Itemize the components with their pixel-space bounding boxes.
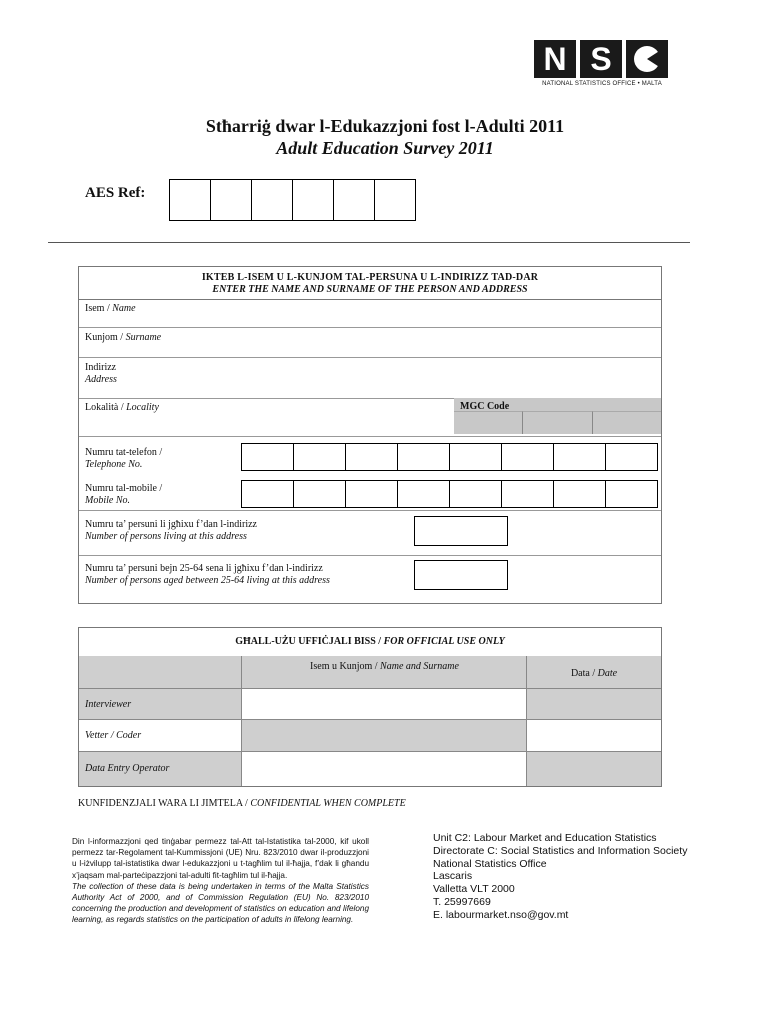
mgc-code-box [454,398,661,434]
mobile-digit[interactable] [450,481,502,507]
section1-heading [79,267,661,300]
contact-email[interactable]: E. labourmarket.nso@gov.mt [433,908,569,921]
mobile-label: Numru tal-mobile / Mobile No. [85,483,163,506]
contact-line: Directorate C: Social Statistics and Information Society [433,844,688,857]
telephone-digit[interactable] [554,444,606,470]
persons-age-label: Numru ta’ persuni bejn 25-64 sena li jgħixu f’dan l-indirizz Number of persons aged between 25-64 living at this address [85,563,330,586]
interviewer-name-input[interactable] [242,689,527,720]
mobile-digit[interactable] [554,481,606,507]
section2-heading [79,628,661,657]
contact-address [433,832,687,922]
telephone-label: Numru tat-telefon / Telephone No. [85,447,163,470]
logo-letter-o [626,40,668,78]
persons-label: Numru ta’ persuni li jgħixu f’dan l-indirizz Number of persons living at this address [85,519,257,542]
legal-notice [72,836,369,926]
mobile-digit[interactable] [242,481,294,507]
mobile-digit[interactable] [346,481,398,507]
locality-label: Lokalità / Locality [85,402,159,413]
aes-ref-box[interactable] [252,180,293,220]
mobile-cells [241,480,658,508]
surname-label: Kunjom / Surname [85,332,162,343]
telephone-digit[interactable] [502,444,554,470]
survey-title-english: Adult Education Survey 2011 [276,138,494,158]
telephone-cells [241,443,658,471]
data-entry-name-input[interactable] [242,752,527,786]
telephone-digit[interactable] [242,444,294,470]
divider [48,242,690,243]
section1-heading-maltese: IKTEB L-ISEM U L-KUNJOM TAL-PERSUNA U L-INDIRIZZ TAD-DAR [201,272,539,283]
legal-notice-english: The collection of these data is being undertaken in terms of the Malta Statistics Authority Act of 2000, and of Commission Regulation (EU) No. 823/2010 concerning the production and development of statistics on education and lifelong learning, as regards statistics on the participation of adults in lifelong learning. [72,881,369,925]
persons-age-count-input[interactable] [414,560,508,590]
address-field[interactable] [79,357,661,399]
section2-heading-maltese: GĦALL-UŻU UFFIĊJALI BISS / [235,636,382,647]
name-label: Isem / Name [85,303,136,314]
locality-field[interactable] [79,398,661,437]
persons-count-input[interactable] [414,516,508,546]
section1-heading-english: ENTER THE NAME AND SURNAME OF THE PERSON AND ADDRESS [212,284,528,295]
aes-ref-box[interactable] [334,180,375,220]
mobile-digit[interactable] [606,481,657,507]
aes-ref-box[interactable] [170,180,211,220]
surname-field[interactable] [79,327,661,358]
logo-subtitle: NATIONAL STATISTICS OFFICE • MALTA [542,81,662,87]
logo-o-emblem-icon [626,40,668,78]
legal-notice-maltese: Din l-informazzjoni qed tinġabar permezz tal-Att tal-Istatistika tal-2000, kif ukoll permezz tar-Regolament tal-Kummissjoni (UE) Nru. 823/2010 dwar il-produzzjoni u l-iżvilupp tal-istatistika dwar l-edukazzjoni u t-tagħlim tul il-ħajja, f’dak li għandu x’jaqsam mal-parteċipazzjoni tal-adulti fit-tagħlim tul il-ħajja. [72,837,369,880]
data-entry-label: Data Entry Operator [85,763,170,774]
person-address-section [78,266,662,604]
contact-line: National Statistics Office [433,857,547,870]
mgc-code-cells [454,411,661,434]
contact-line: Valletta VLT 2000 [433,883,515,896]
telephone-digit[interactable] [294,444,346,470]
mgc-code-cell[interactable] [592,411,661,434]
logo-letter-s: S [580,40,622,78]
telephone-digit[interactable] [450,444,502,470]
mgc-code-cell[interactable] [454,411,522,434]
official-use-section [78,627,662,787]
vetter-label: Vetter / Coder [85,730,142,741]
aes-ref-box[interactable] [293,180,334,220]
contact-line: Unit C2: Labour Market and Education Statistics [433,832,657,844]
telephone-digit[interactable] [606,444,657,470]
section2-heading-english: FOR OFFICIAL USE ONLY [383,636,505,647]
name-field[interactable] [79,299,661,328]
mgc-code-cell[interactable] [522,411,591,434]
data-entry-label-cell [79,752,242,786]
interviewer-label: Interviewer [85,699,132,710]
contact-line: T. 25997669 [433,895,491,908]
mobile-digit[interactable] [294,481,346,507]
aes-ref-boxes [169,179,416,221]
telephone-digit[interactable] [398,444,450,470]
aes-ref-box[interactable] [211,180,252,220]
mobile-digit[interactable] [398,481,450,507]
mobile-digit[interactable] [502,481,554,507]
address-label: Indirizz Address [85,362,117,385]
logo-letter-n: N [534,40,576,78]
contact-line: Lascaris [433,870,473,883]
confidential-notice: KUNFIDENZJALI WARA LI JIMTELA / CONFIDENTIAL WHEN COMPLETE [78,798,406,809]
vetter-name-input[interactable] [242,720,527,752]
vetter-label-cell [79,720,242,752]
interviewer-label-cell [79,689,242,720]
aes-ref-label: AES Ref: [85,185,146,201]
official-col-name: Isem u Kunjom / Name and Surname [242,656,527,689]
persons-row [79,510,661,556]
survey-title-maltese: Stħarriġ dwar l-Edukazzjoni fost l-Adulti 2011 [205,116,565,136]
aes-ref-box[interactable] [375,180,415,220]
vetter-date-input[interactable] [527,720,661,752]
data-entry-date-input[interactable] [527,752,661,786]
official-header-blank [79,656,242,689]
mgc-code-label: MGC Code [460,401,510,412]
interviewer-date-input[interactable] [527,689,661,720]
official-col-date: Data / Date [527,656,661,689]
telephone-digit[interactable] [346,444,398,470]
nso-logo [534,40,670,90]
